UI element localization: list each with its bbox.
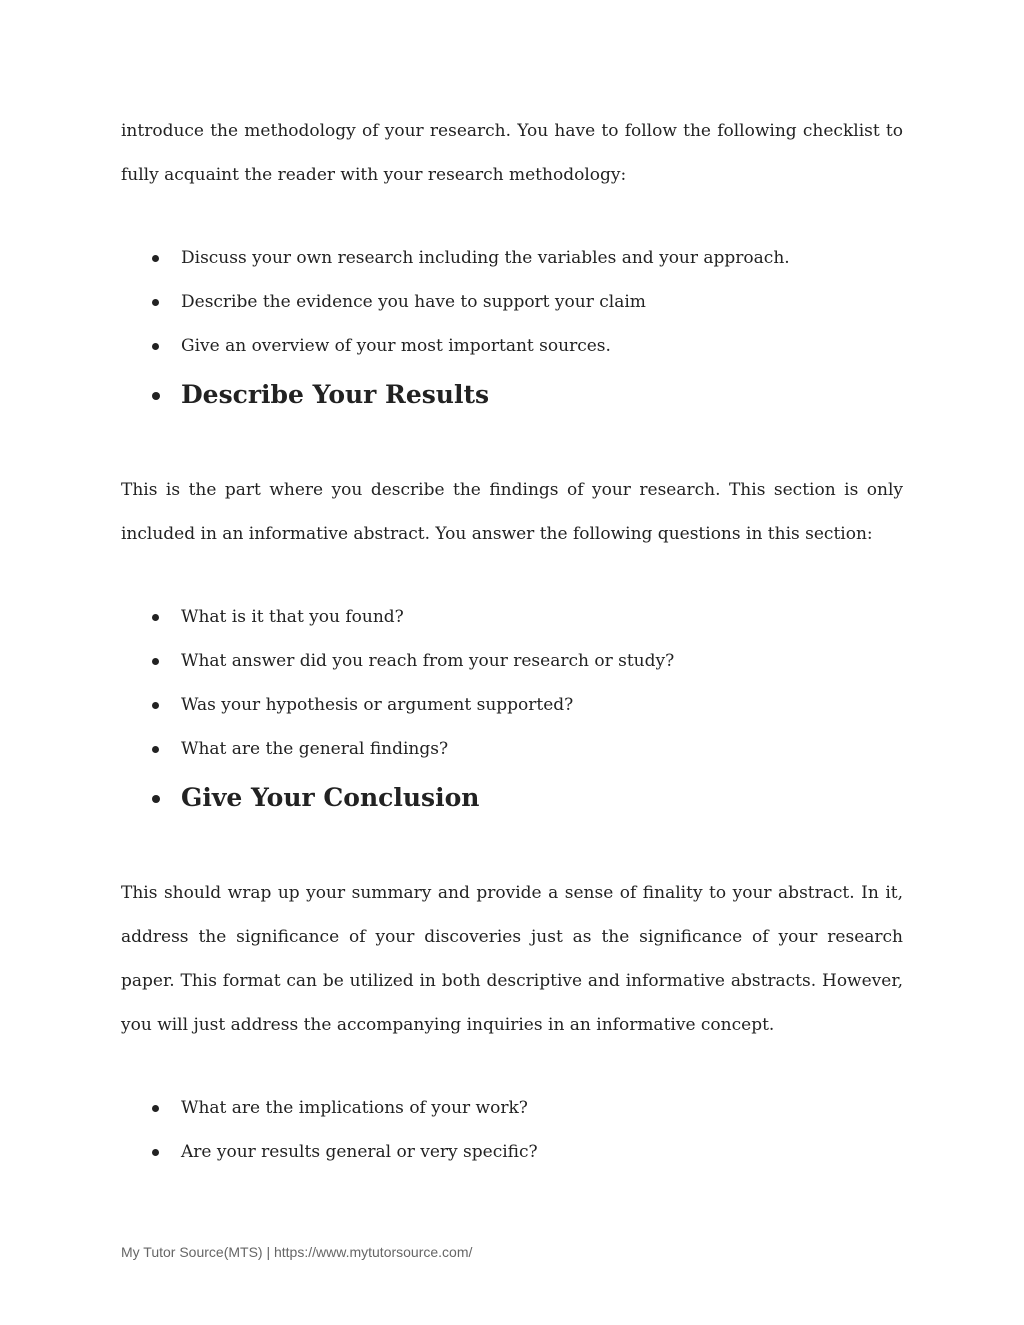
conclusion-bullet-list xyxy=(121,1086,903,1174)
bullet-icon xyxy=(152,702,159,709)
list-item-text: Discuss your own research including the variables and your approach. xyxy=(181,248,790,268)
bullet-icon xyxy=(152,299,159,306)
page-footer: My Tutor Source(MTS) | https://www.mytutorsource.com/ xyxy=(121,1244,473,1260)
list-item-text: What answer did you reach from your research or study? xyxy=(181,651,675,671)
list-item-text: Give an overview of your most important sources. xyxy=(181,336,611,356)
methodology-bullet-list xyxy=(121,236,903,368)
list-item xyxy=(121,595,903,639)
list-item xyxy=(121,1130,903,1174)
bullet-icon xyxy=(152,1149,159,1156)
list-item xyxy=(121,683,903,727)
section-heading-conclusion xyxy=(121,778,903,818)
list-item xyxy=(121,1086,903,1130)
bullet-icon xyxy=(152,392,160,400)
list-item-text: Are your results general or very specific? xyxy=(181,1142,538,1162)
bullet-icon xyxy=(152,1105,159,1112)
conclusion-paragraph: This should wrap up your summary and provide a sense of finality to your abstract. In it, address the significance of your discoveries just as the significance of your research paper. This format can be utilized in both descriptive and informative abstracts. However, you will just address the accompanying inquiries in an informative concept. xyxy=(121,883,903,1035)
list-item-text: Was your hypothesis or argument supported? xyxy=(181,695,574,715)
results-paragraph: This is the part where you describe the findings of your research. This section is only included in an informative abstract. You answer the following questions in this section: xyxy=(121,480,903,544)
bullet-icon xyxy=(152,746,159,753)
list-item-text: What are the general findings? xyxy=(181,739,449,759)
bullet-icon xyxy=(152,343,159,350)
section-heading-text: Describe Your Results xyxy=(181,380,490,409)
bullet-icon xyxy=(152,658,159,665)
section-heading-text: Give Your Conclusion xyxy=(181,783,480,812)
intro-line-2: fully acquaint the reader with your research methodology: xyxy=(121,165,627,185)
list-item xyxy=(121,727,903,771)
list-item-text: Describe the evidence you have to support your claim xyxy=(181,292,646,312)
section-heading-results xyxy=(121,375,903,415)
bullet-icon xyxy=(152,255,159,262)
list-item xyxy=(121,324,903,368)
intro-line-1: introduce the methodology of your research. You have to follow the following checklist to xyxy=(121,121,903,141)
bullet-icon xyxy=(152,614,159,621)
list-item xyxy=(121,639,903,683)
list-item xyxy=(121,280,903,324)
results-bullet-list xyxy=(121,595,903,771)
list-item-text: What is it that you found? xyxy=(181,607,404,627)
list-item xyxy=(121,236,903,280)
bullet-icon xyxy=(152,795,160,803)
list-item-text: What are the implications of your work? xyxy=(181,1098,528,1118)
